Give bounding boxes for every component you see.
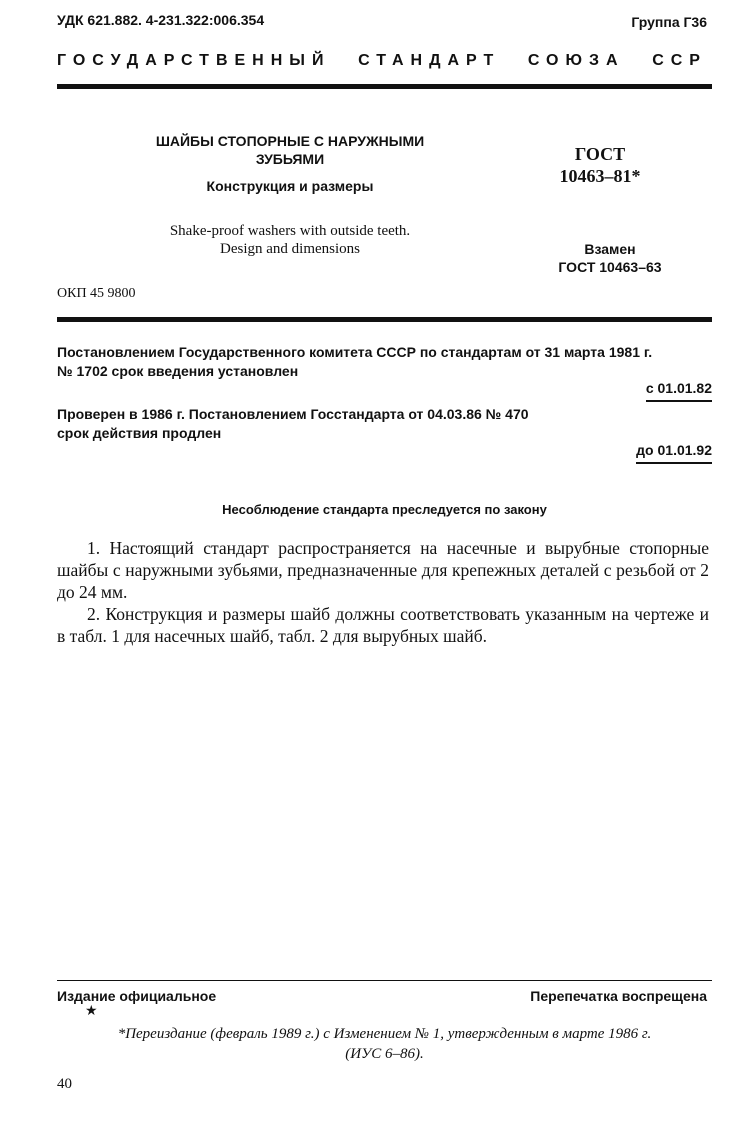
- banner-word-state: ГОСУДАРСТВЕННЫЙ: [57, 52, 331, 69]
- title-line-1: ШАЙБЫ СТОПОРНЫЕ С НАРУЖНЫМИ: [155, 133, 425, 149]
- replaces-label: Взамен: [584, 241, 636, 257]
- paragraph-1: 1. Настоящий стандарт распространяется на насечные и вырубные стопорные шайбы с наружными зубьями, предназначенные для крепежных деталей с резьбой от 2 до 24 мм.: [57, 538, 709, 602]
- reissue-line-2: (ИУС 6–86).: [345, 1046, 424, 1062]
- intro-date: с 01.01.82: [646, 380, 712, 402]
- reissue-note: [57, 1024, 712, 1064]
- gost-number: 10463–81*: [559, 166, 641, 186]
- legal-warning: Несоблюдение стандарта преследуется по закону: [222, 502, 547, 517]
- english-title-line-1: Shake-proof washers with outside teeth.: [169, 223, 411, 239]
- banner-word-ussr: ССР: [652, 52, 707, 69]
- gost-label: ГОСТ: [574, 144, 626, 164]
- valid-until-date: до 01.01.92: [636, 442, 712, 464]
- group-code: Группа Г36: [631, 14, 707, 30]
- checked-line-1: Проверен в 1986 г. Постановлением Госстандарта от 04.03.86 № 470: [57, 406, 529, 422]
- english-title: [125, 222, 455, 258]
- udk-code: УДК 621.882. 4-231.322:006.354: [57, 12, 265, 28]
- okp-code: ОКП 45 9800: [57, 286, 136, 301]
- footer-divider: [57, 980, 712, 981]
- reprint-prohibited: Перепечатка воспрещена: [530, 988, 707, 1004]
- checked-block: [57, 405, 712, 443]
- body-text: [57, 537, 709, 647]
- reissue-line-1: *Переиздание (февраль 1989 г.) с Изменением № 1, утвержденным в марте 1986 г.: [117, 1026, 652, 1042]
- state-standard-banner: [57, 52, 707, 70]
- decree-line-1: Постановлением Государственного комитета СССР по стандартам от 31 марта 1981 г.: [57, 344, 653, 360]
- decree-line-2: № 1702 срок введения установлен: [57, 363, 299, 379]
- english-title-line-2: Design and dimensions: [220, 241, 360, 257]
- replaces-block: [540, 240, 680, 276]
- document-title: [125, 132, 455, 168]
- gost-designation: [540, 143, 660, 187]
- banner-word-standard: СТАНДАРТ: [358, 52, 501, 69]
- decree-block: [57, 343, 712, 381]
- paragraph-2: 2. Конструкция и размеры шайб должны соответствовать указанным на чертеже и в табл. 1 для насечных шайб, табл. 2 для вырубных шайб.: [57, 604, 709, 646]
- top-divider: [57, 84, 712, 89]
- title-line-2: ЗУБЬЯМИ: [255, 151, 325, 167]
- page-number: 40: [57, 1076, 72, 1092]
- banner-word-union: СОЮЗА: [527, 52, 625, 69]
- document-subtitle: Конструкция и размеры: [206, 178, 374, 194]
- star-icon: ★: [85, 1004, 98, 1019]
- checked-line-2: срок действия продлен: [57, 425, 222, 441]
- replaces-value: ГОСТ 10463–63: [558, 259, 662, 275]
- official-edition: Издание официальное: [57, 988, 217, 1004]
- middle-divider: [57, 317, 712, 322]
